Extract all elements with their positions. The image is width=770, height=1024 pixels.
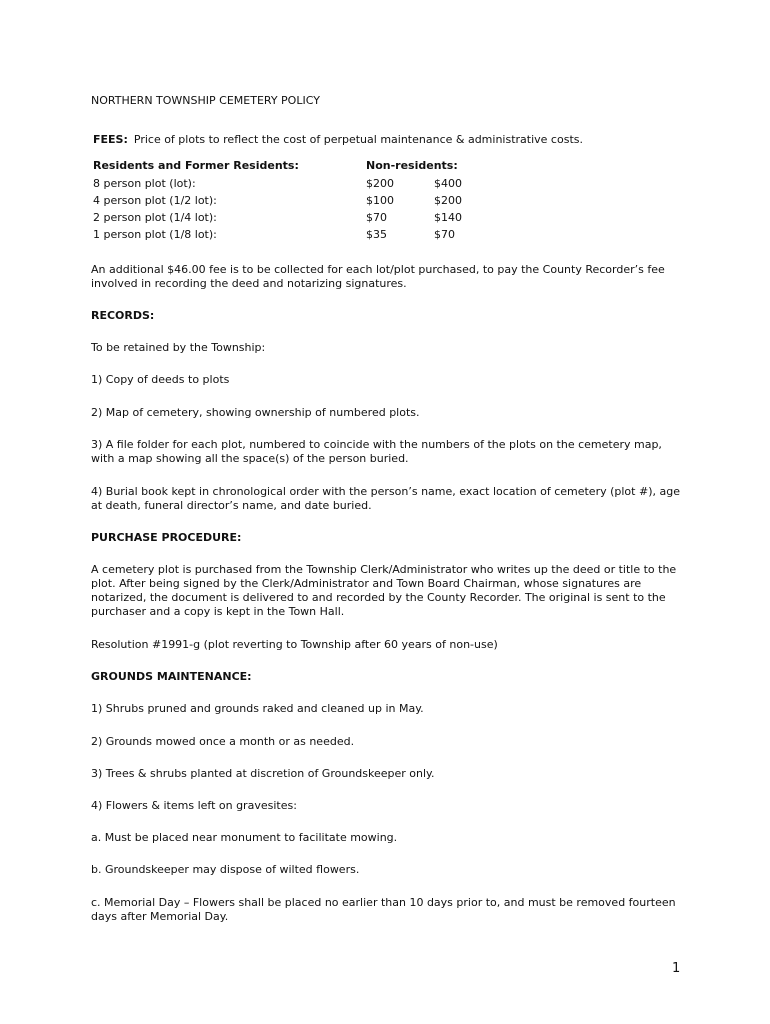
nonresident-price: $70 bbox=[434, 228, 455, 241]
resident-price: $35 bbox=[366, 228, 387, 241]
grounds-item: 3) Trees & shrubs planted at discretion of Groundskeeper only. bbox=[91, 767, 435, 780]
resolution-line: Resolution #1991-g (plot reverting to Township after 60 years of non-use) bbox=[91, 638, 498, 651]
grounds-item: c. Memorial Day – Flowers shall be placed no earlier than 10 days prior to, and must be removed fourteen days after Memorial Day. bbox=[91, 896, 676, 923]
resident-price: $100 bbox=[366, 194, 394, 207]
records-item: 1) Copy of deeds to plots bbox=[91, 373, 230, 386]
records-item: 2) Map of cemetery, showing ownership of numbered plots. bbox=[91, 406, 420, 419]
records-item: 4) Burial book kept in chronological order with the person’s name, exact location of cemetery (plot #), age at death, funeral director’s name, and date buried. bbox=[91, 485, 680, 512]
records-intro: To be retained by the Township: bbox=[91, 341, 266, 354]
page-number: 1 bbox=[672, 961, 681, 976]
grounds-item: 1) Shrubs pruned and grounds raked and cleaned up in May. bbox=[91, 702, 424, 715]
fees-line bbox=[93, 133, 583, 147]
records-item: 3) A file folder for each plot, numbered to coincide with the numbers of the plots on the cemetery map, with a map showing all the space(s) of the person buried. bbox=[91, 438, 662, 465]
header-residents: Residents and Former Residents: bbox=[93, 159, 299, 172]
additional-fee-paragraph: An additional $46.00 fee is to be collected for each lot/plot purchased, to pay the County Recorder’s fee involved in recording the deed and notarizing signatures. bbox=[91, 263, 665, 290]
records-heading: RECORDS: bbox=[91, 309, 155, 322]
plot-size: 2 person plot (1/4 lot): bbox=[93, 211, 217, 224]
resident-price: $200 bbox=[366, 177, 394, 190]
fees-label: FEES: bbox=[93, 133, 128, 146]
purchase-heading: PURCHASE PROCEDURE: bbox=[91, 531, 242, 544]
nonresident-price: $400 bbox=[434, 177, 462, 190]
document-title: NORTHERN TOWNSHIP CEMETERY POLICY bbox=[91, 94, 320, 107]
resident-price: $70 bbox=[366, 211, 387, 224]
plot-size: 1 person plot (1/8 lot): bbox=[93, 228, 217, 241]
fees-text: Price of plots to reflect the cost of perpetual maintenance & administrative costs. bbox=[133, 133, 583, 146]
grounds-item: a. Must be placed near monument to facilitate mowing. bbox=[91, 831, 398, 844]
grounds-item: b. Groundskeeper may dispose of wilted flowers. bbox=[91, 863, 360, 876]
nonresident-price: $140 bbox=[434, 211, 462, 224]
grounds-heading: GROUNDS MAINTENANCE: bbox=[91, 670, 252, 683]
plot-size: 4 person plot (1/2 lot): bbox=[93, 194, 217, 207]
purchase-paragraph: A cemetery plot is purchased from the Township Clerk/Administrator who writes up the deed or title to the plot. After being signed by the Clerk/Administrator and Town Board Chairman, whose signatures are notarized, the document is delivered to and recorded by the County Recorder. The original is sent to the purchaser and a copy is kept in the Town Hall. bbox=[91, 563, 677, 618]
grounds-item: 2) Grounds mowed once a month or as needed. bbox=[91, 735, 355, 748]
header-nonresidents: Non-residents: bbox=[366, 159, 458, 172]
grounds-item: 4) Flowers & items left on gravesites: bbox=[91, 799, 297, 812]
nonresident-price: $200 bbox=[434, 194, 462, 207]
plot-size: 8 person plot (lot): bbox=[93, 177, 196, 190]
